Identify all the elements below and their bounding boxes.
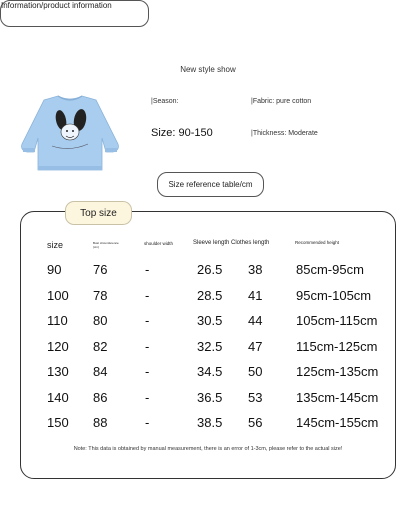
table-cell-sleeve: 30.5 bbox=[197, 313, 223, 328]
table-cell-size: 140 bbox=[47, 389, 69, 405]
table-cell-height: 145cm-155cm bbox=[296, 415, 379, 430]
table-cell-size: 130 bbox=[47, 364, 69, 379]
size-reference-label: Size reference table/cm bbox=[168, 180, 253, 189]
info-button-label: Information/product information bbox=[1, 1, 112, 10]
table-cell-sleeve: 28.5 bbox=[197, 287, 223, 303]
spec-fabric: |Fabric: pure cotton bbox=[251, 98, 312, 105]
table-cell-height: 95cm-105cm bbox=[296, 287, 372, 303]
table-cell-height: 135cm-145cm bbox=[296, 389, 379, 405]
table-cell-height: 115cm-125cm bbox=[296, 338, 378, 354]
table-cell-bust: 88 bbox=[93, 415, 108, 430]
table-cell-shoulder: - bbox=[145, 262, 150, 277]
table-cell-bust: 76 bbox=[93, 262, 108, 277]
table-cell-clothes: 50 bbox=[248, 364, 263, 379]
info-button[interactable] bbox=[0, 0, 149, 27]
table-cell-clothes: 41 bbox=[248, 287, 263, 303]
table-cell-clothes: 38 bbox=[248, 262, 263, 277]
table-cell-bust: 86 bbox=[93, 389, 108, 405]
table-cell-size: 120 bbox=[47, 338, 69, 354]
table-cell-bust: 78 bbox=[93, 287, 108, 303]
header-size: size bbox=[47, 240, 64, 250]
spec-season: |Season: bbox=[151, 98, 179, 105]
table-cell-shoulder: - bbox=[145, 338, 150, 354]
table-cell-shoulder: - bbox=[145, 287, 150, 303]
header-height: Recommended height bbox=[295, 240, 340, 245]
tab-top-size[interactable] bbox=[65, 201, 132, 225]
table-cell-bust: 82 bbox=[93, 338, 108, 354]
size-reference-button[interactable] bbox=[157, 172, 264, 197]
table-cell-bust: 84 bbox=[93, 364, 108, 379]
table-cell-shoulder: - bbox=[145, 313, 150, 328]
table-cell-size: 150 bbox=[47, 415, 69, 430]
table-cell-sleeve: 26.5 bbox=[197, 262, 223, 277]
table-cell-clothes: 44 bbox=[248, 313, 263, 328]
table-cell-height: 85cm-95cm bbox=[296, 262, 364, 277]
header-shoulder: shoulder width bbox=[144, 241, 174, 246]
table-cell-height: 105cm-115cm bbox=[296, 313, 378, 328]
table-cell-clothes: 47 bbox=[248, 338, 263, 354]
table-cell-clothes: 56 bbox=[248, 415, 263, 430]
spec-thickness: |Thickness: Moderate bbox=[251, 130, 318, 137]
tab-top-size-label: Top size bbox=[80, 207, 117, 219]
table-cell-size: 110 bbox=[47, 313, 68, 328]
spec-size-range: Size: 90-150 bbox=[151, 127, 213, 139]
page-subtitle: New style show bbox=[180, 65, 236, 74]
header-bust: Bust circumference (cm) bbox=[93, 241, 119, 249]
table-cell-size: 90 bbox=[47, 262, 62, 277]
table-cell-bust: 80 bbox=[93, 313, 108, 328]
header-sleeve: Sleeve length bbox=[193, 240, 230, 246]
product-sweatshirt-image bbox=[14, 90, 126, 174]
table-cell-size: 100 bbox=[47, 287, 69, 303]
header-clothes: Clothes length bbox=[231, 240, 270, 246]
table-cell-sleeve: 38.5 bbox=[197, 415, 223, 430]
table-note: Note: This data is obtained by manual measurement, there is an error of 1-3cm, please refer to the actual size! bbox=[73, 446, 343, 452]
table-cell-clothes: 53 bbox=[248, 389, 263, 405]
table-cell-shoulder: - bbox=[145, 364, 150, 379]
table-cell-sleeve: 36.5 bbox=[197, 389, 223, 405]
table-cell-shoulder: - bbox=[145, 415, 150, 430]
table-cell-shoulder: - bbox=[145, 389, 150, 405]
table-cell-sleeve: 34.5 bbox=[197, 364, 223, 379]
table-cell-height: 125cm-135cm bbox=[296, 364, 379, 379]
table-cell-sleeve: 32.5 bbox=[197, 338, 223, 354]
